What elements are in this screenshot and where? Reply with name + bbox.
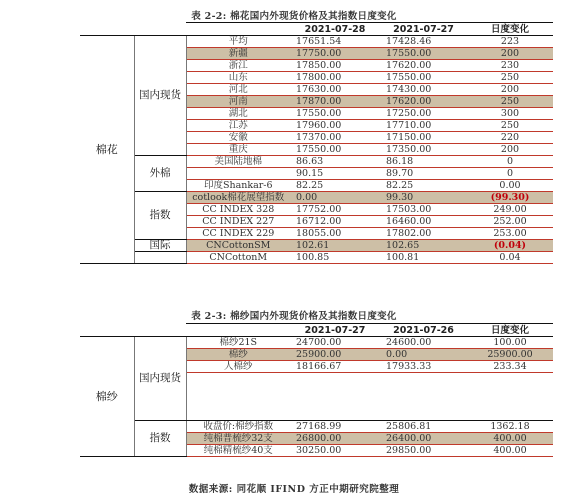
empty-cell: [290, 409, 380, 421]
row-value-current: 17630.00: [290, 84, 380, 96]
header-row: [80, 23, 553, 36]
row-change: 0.00: [467, 180, 553, 192]
row-change: 0: [467, 168, 553, 180]
row-value-previous: 82.25: [380, 180, 467, 192]
header-date-1: 2021-07-28: [290, 23, 380, 36]
empty-cell: [380, 397, 467, 409]
row-name: 收盘价:棉纱指数: [186, 421, 290, 433]
row-value-current: 17800.00: [290, 72, 380, 84]
row-name: 棉纱21S: [186, 337, 290, 349]
empty-cell: [186, 409, 290, 421]
group-label: 指数: [134, 192, 186, 240]
row-value-current: 90.15: [290, 168, 380, 180]
row-value-previous: 102.65: [380, 240, 467, 252]
row-name: 人棉纱: [186, 361, 290, 373]
empty-cell: [186, 397, 290, 409]
row-value-previous: 17933.33: [380, 361, 467, 373]
row-value-previous: 24600.00: [380, 337, 467, 349]
row-value-current: 16712.00: [290, 216, 380, 228]
header-blank-a: [80, 23, 186, 36]
row-value-current: 18055.00: [290, 228, 380, 240]
category-label: 棉纱: [80, 337, 134, 457]
row-name: CNCottonSM: [186, 240, 290, 252]
row-name: 平均: [186, 36, 290, 48]
row-value-previous: 17350.00: [380, 144, 467, 156]
row-value-current: 17550.00: [290, 144, 380, 156]
row-change: (0.04): [467, 240, 553, 252]
row-change: 233.34: [467, 361, 553, 373]
cotton-price-table: [80, 22, 553, 264]
row-value-previous: 100.81: [380, 252, 467, 264]
row-change: 200: [467, 48, 553, 60]
row-name: 纯棉精梳纱40支: [186, 445, 290, 457]
row-value-previous: 99.30: [380, 192, 467, 204]
row-value-previous: 17550.00: [380, 72, 467, 84]
row-change: 220: [467, 132, 553, 144]
header-date-2: 2021-07-27: [380, 23, 467, 36]
empty-cell: [467, 385, 553, 397]
row-value-current: 17752.00: [290, 204, 380, 216]
row-value-current: 18166.67: [290, 361, 380, 373]
empty-cell: [290, 373, 380, 385]
table-row: [80, 192, 553, 204]
row-value-previous: 17710.00: [380, 120, 467, 132]
row-value-current: 82.25: [290, 180, 380, 192]
group-label: 外棉: [134, 156, 186, 192]
row-name: 江苏: [186, 120, 290, 132]
row-change: 300: [467, 108, 553, 120]
group-label: 指数: [134, 421, 186, 457]
row-name: 山东: [186, 72, 290, 84]
empty-cell: [186, 385, 290, 397]
row-name: CC INDEX 328: [186, 204, 290, 216]
row-change: 200: [467, 84, 553, 96]
table-row: [80, 156, 553, 168]
row-value-previous: 16460.00: [380, 216, 467, 228]
yarn-price-table: [80, 323, 553, 457]
header-blank-a: [80, 324, 186, 337]
data-source-note: 数据来源: 同花顺 IFIND 方正中期研究院整理: [188, 484, 400, 495]
row-value-previous: 17620.00: [380, 96, 467, 108]
row-name: 湖北: [186, 108, 290, 120]
empty-cell: [380, 385, 467, 397]
group-label: 国际: [134, 240, 186, 252]
row-change: (99.30): [467, 192, 553, 204]
row-name: 浙江: [186, 60, 290, 72]
row-name: CNCottonM: [186, 252, 290, 264]
row-change: 0.04: [467, 252, 553, 264]
group-label: [134, 252, 186, 264]
row-name: [186, 168, 290, 180]
row-change: 400.00: [467, 445, 553, 457]
row-value-current: 17370.00: [290, 132, 380, 144]
row-change: 250: [467, 120, 553, 132]
row-change: 250: [467, 72, 553, 84]
row-name: 重庆: [186, 144, 290, 156]
empty-cell: [290, 385, 380, 397]
empty-cell: [380, 409, 467, 421]
row-value-current: 26800.00: [290, 433, 380, 445]
table-row: [80, 240, 553, 252]
header-change: 日度变化: [467, 324, 553, 337]
row-value-current: 102.61: [290, 240, 380, 252]
group-label: 国内现货: [134, 36, 186, 156]
row-name: 新疆: [186, 48, 290, 60]
row-value-previous: 17550.00: [380, 48, 467, 60]
row-name: 纯棉普梳纱32支: [186, 433, 290, 445]
row-change: 400.00: [467, 433, 553, 445]
table-row: [80, 252, 553, 264]
row-value-previous: 17620.00: [380, 60, 467, 72]
row-value-current: 24700.00: [290, 337, 380, 349]
header-change: 日度变化: [467, 23, 553, 36]
empty-cell: [467, 373, 553, 385]
row-change: 1362.18: [467, 421, 553, 433]
row-value-previous: 29850.00: [380, 445, 467, 457]
row-value-previous: 89.70: [380, 168, 467, 180]
row-value-current: 30250.00: [290, 445, 380, 457]
empty-cell: [467, 409, 553, 421]
row-name: cotlook棉花展望指数: [186, 192, 290, 204]
row-name: 安徽: [186, 132, 290, 144]
row-name: 河北: [186, 84, 290, 96]
table-row: [80, 337, 553, 349]
header-date-2: 2021-07-26: [380, 324, 467, 337]
row-name: CC INDEX 227: [186, 216, 290, 228]
table2-caption: 表 2-3: 棉纱国内外现货价格及其指数日度变化: [191, 311, 397, 322]
row-value-previous: 17802.00: [380, 228, 467, 240]
row-change: 230: [467, 60, 553, 72]
row-value-current: 0.00: [290, 192, 380, 204]
row-name: 美国陆地棉: [186, 156, 290, 168]
row-change: 223: [467, 36, 553, 48]
row-value-previous: 17428.46: [380, 36, 467, 48]
row-value-previous: 25806.81: [380, 421, 467, 433]
row-change: 249.00: [467, 204, 553, 216]
group-label: 国内现货: [134, 337, 186, 421]
row-value-previous: 0.00: [380, 349, 467, 361]
row-value-previous: 86.18: [380, 156, 467, 168]
table-row: [80, 36, 553, 48]
row-value-previous: 17430.00: [380, 84, 467, 96]
header-date-1: 2021-07-27: [290, 324, 380, 337]
row-change: 100.00: [467, 337, 553, 349]
row-change: 253.00: [467, 228, 553, 240]
empty-cell: [467, 397, 553, 409]
row-change: 250: [467, 96, 553, 108]
row-name: CC INDEX 229: [186, 228, 290, 240]
row-value-current: 27168.99: [290, 421, 380, 433]
row-value-current: 86.63: [290, 156, 380, 168]
row-name: 印度Shankar-6: [186, 180, 290, 192]
row-value-previous: 17150.00: [380, 132, 467, 144]
header-name: [186, 324, 290, 337]
header-name: [186, 23, 290, 36]
row-value-previous: 17250.00: [380, 108, 467, 120]
row-change: 25900.00: [467, 349, 553, 361]
row-value-current: 17870.00: [290, 96, 380, 108]
empty-cell: [186, 373, 290, 385]
row-change: 252.00: [467, 216, 553, 228]
table-row: [80, 421, 553, 433]
row-name: 棉纱: [186, 349, 290, 361]
row-value-current: 100.85: [290, 252, 380, 264]
table1-caption: 表 2-2: 棉花国内外现货价格及其指数日度变化: [191, 11, 397, 22]
row-value-previous: 26400.00: [380, 433, 467, 445]
row-change: 0: [467, 156, 553, 168]
empty-cell: [290, 397, 380, 409]
row-value-current: 17850.00: [290, 60, 380, 72]
header-row: [80, 324, 553, 337]
row-value-current: 17550.00: [290, 108, 380, 120]
category-label: 棉花: [80, 36, 134, 264]
row-value-current: 17960.00: [290, 120, 380, 132]
row-value-current: 25900.00: [290, 349, 380, 361]
row-value-previous: 17503.00: [380, 204, 467, 216]
empty-cell: [380, 373, 467, 385]
row-name: 河南: [186, 96, 290, 108]
row-change: 200: [467, 144, 553, 156]
row-value-current: 17750.00: [290, 48, 380, 60]
row-value-current: 17651.54: [290, 36, 380, 48]
